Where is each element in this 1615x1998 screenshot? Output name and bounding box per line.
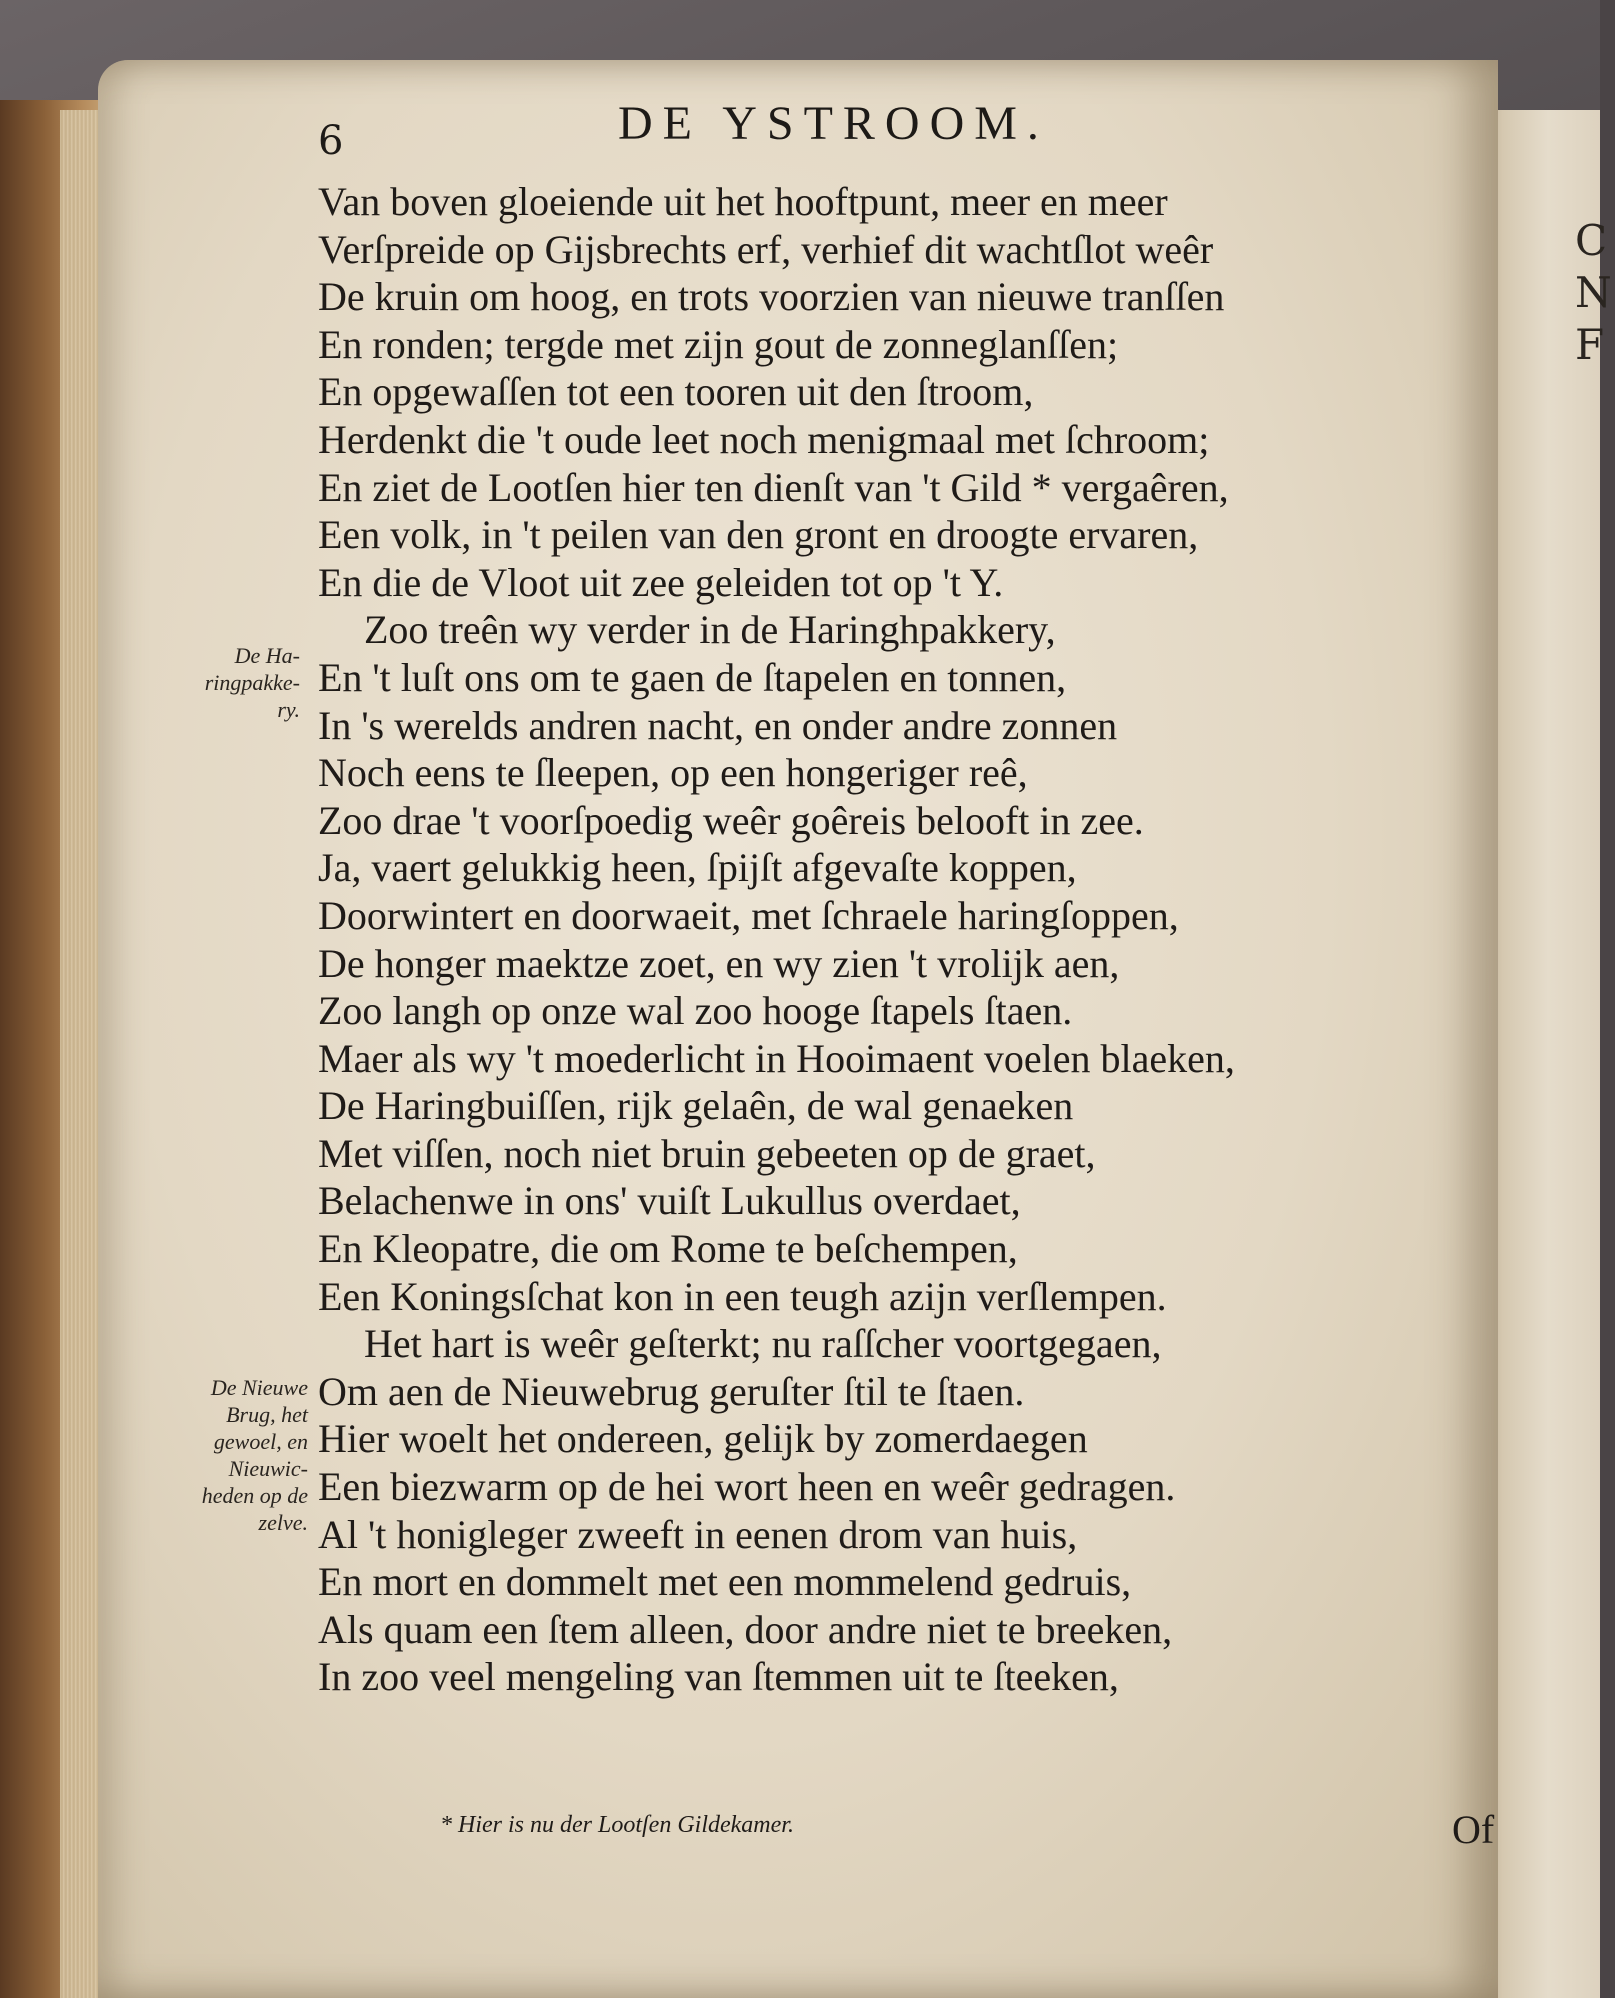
poem-line: Zoo treên wy verder in de Haringhpakkery, (364, 607, 1056, 653)
facing-page-letters (1575, 215, 1615, 371)
poem-line: Ja, vaert gelukkig heen, ſpijſt afgevaſte koppen, (318, 845, 1077, 891)
side-note-line: ry. (277, 697, 300, 722)
poem-line: Als quam een ſtem alleen, door andre niet te breeken, (318, 1606, 1173, 1652)
poem-line: En die de Vloot uit zee geleiden tot op 't Y. (318, 559, 1004, 605)
side-note-line: heden op de (201, 1483, 308, 1508)
side-note-line: De Nieuwe (210, 1375, 308, 1400)
poem-line: En Kleopatre, die om Rome te beſchempen, (318, 1226, 1018, 1272)
poem-line: Een biezwarm op de hei wort heen en weêr gedragen. (318, 1464, 1176, 1510)
side-note-line: Nieuwic- (228, 1456, 308, 1481)
poem-line: In zoo veel mengeling van ſtemmen uit te ſteeken, (318, 1654, 1119, 1700)
poem-line: Een Koningsſchat kon in een teugh azijn verſlempen. (318, 1273, 1167, 1319)
poem-text (318, 178, 1448, 1701)
catchword: Of (1452, 1807, 1495, 1852)
page-header (318, 96, 1418, 164)
poem-line: Belachenwe in ons' vuiſt Lukullus overdaet, (318, 1178, 1021, 1224)
poem-line: Herdenkt die 't oude leet noch menigmaal met ſchroom; (318, 416, 1210, 462)
side-note-line: De Ha- (234, 643, 300, 668)
poem-line: Een volk, in 't peilen van den gront en droogte ervaren, (318, 512, 1199, 558)
poem-line: Het hart is weêr geſterkt; nu raſſcher voortgegaen, (364, 1321, 1162, 1367)
side-note-nieuwe-brug (158, 1374, 308, 1536)
page-number: 6 (318, 118, 344, 164)
poem-line: Al 't honigleger zweeft in eenen drom van huis, (318, 1511, 1078, 1557)
poem-line: Om aen de Nieuwebrug geruſter ſtil te ſtaen. (318, 1368, 1025, 1414)
running-title: DE YSTROOM. (618, 97, 1049, 150)
side-note-line: ringpakke- (204, 670, 300, 695)
poem-line: Zoo langh op onze wal zoo hooge ſtapels ſtaen. (318, 988, 1073, 1034)
facing-letter: F (1575, 320, 1605, 369)
facing-letter: N (1575, 268, 1612, 317)
poem-line: Noch eens te ſleepen, op een hongeriger reê, (318, 750, 1028, 796)
poem-line: De kruin om hoog, en trots voorzien van nieuwe tranſſen (318, 274, 1225, 320)
side-note-haringpakkery (150, 642, 300, 723)
side-note-line: zelve. (258, 1510, 308, 1535)
poem-line: De Haringbuiſſen, rijk gelaên, de wal genaeken (318, 1083, 1074, 1129)
poem-line: En ronden; tergde met zijn gout de zonneglanſſen; (318, 321, 1119, 367)
poem-line: En mort en dommelt met een mommelend gedruis, (318, 1559, 1132, 1605)
poem-line: Met viſſen, noch niet bruin gebeeten op de graet, (318, 1130, 1096, 1176)
side-note-line: gewoel, en (213, 1429, 308, 1454)
poem-line: De honger maektze zoet, en wy zien 't vrolijk aen, (318, 940, 1120, 986)
poem-line: In 's werelds andren nacht, en onder andre zonnen (318, 702, 1118, 748)
poem-line: En ziet de Lootſen hier ten dienſt van 't Gild * vergaêren, (318, 464, 1229, 510)
poem-line: Verſpreide op Gijsbrechts erf, verhief dit wachtſlot weêr (318, 226, 1214, 272)
poem-line: En opgewaſſen tot een tooren uit den ſtroom, (318, 369, 1034, 415)
poem-line: Zoo drae 't voorſpoedig weêr goêreis belooft in zee. (318, 797, 1144, 843)
poem-line: En 't luſt ons om te gaen de ſtapelen en tonnen, (318, 654, 1067, 700)
facing-letter: C (1575, 216, 1608, 265)
poem-line: Hier woelt het ondereen, gelijk by zomerdaegen (318, 1416, 1088, 1462)
poem-line: Maer als wy 't moederlicht in Hooimaent voelen blaeken, (318, 1035, 1235, 1081)
footnote: * Hier is nu der Lootſen Gildekamer. (440, 1812, 794, 1838)
side-note-line: Brug, het (226, 1402, 308, 1427)
poem-line: Doorwintert en doorwaeit, met ſchraele haringſoppen, (318, 892, 1179, 938)
poem-line: Van boven gloeiende uit het hooftpunt, meer en meer (318, 179, 1168, 224)
